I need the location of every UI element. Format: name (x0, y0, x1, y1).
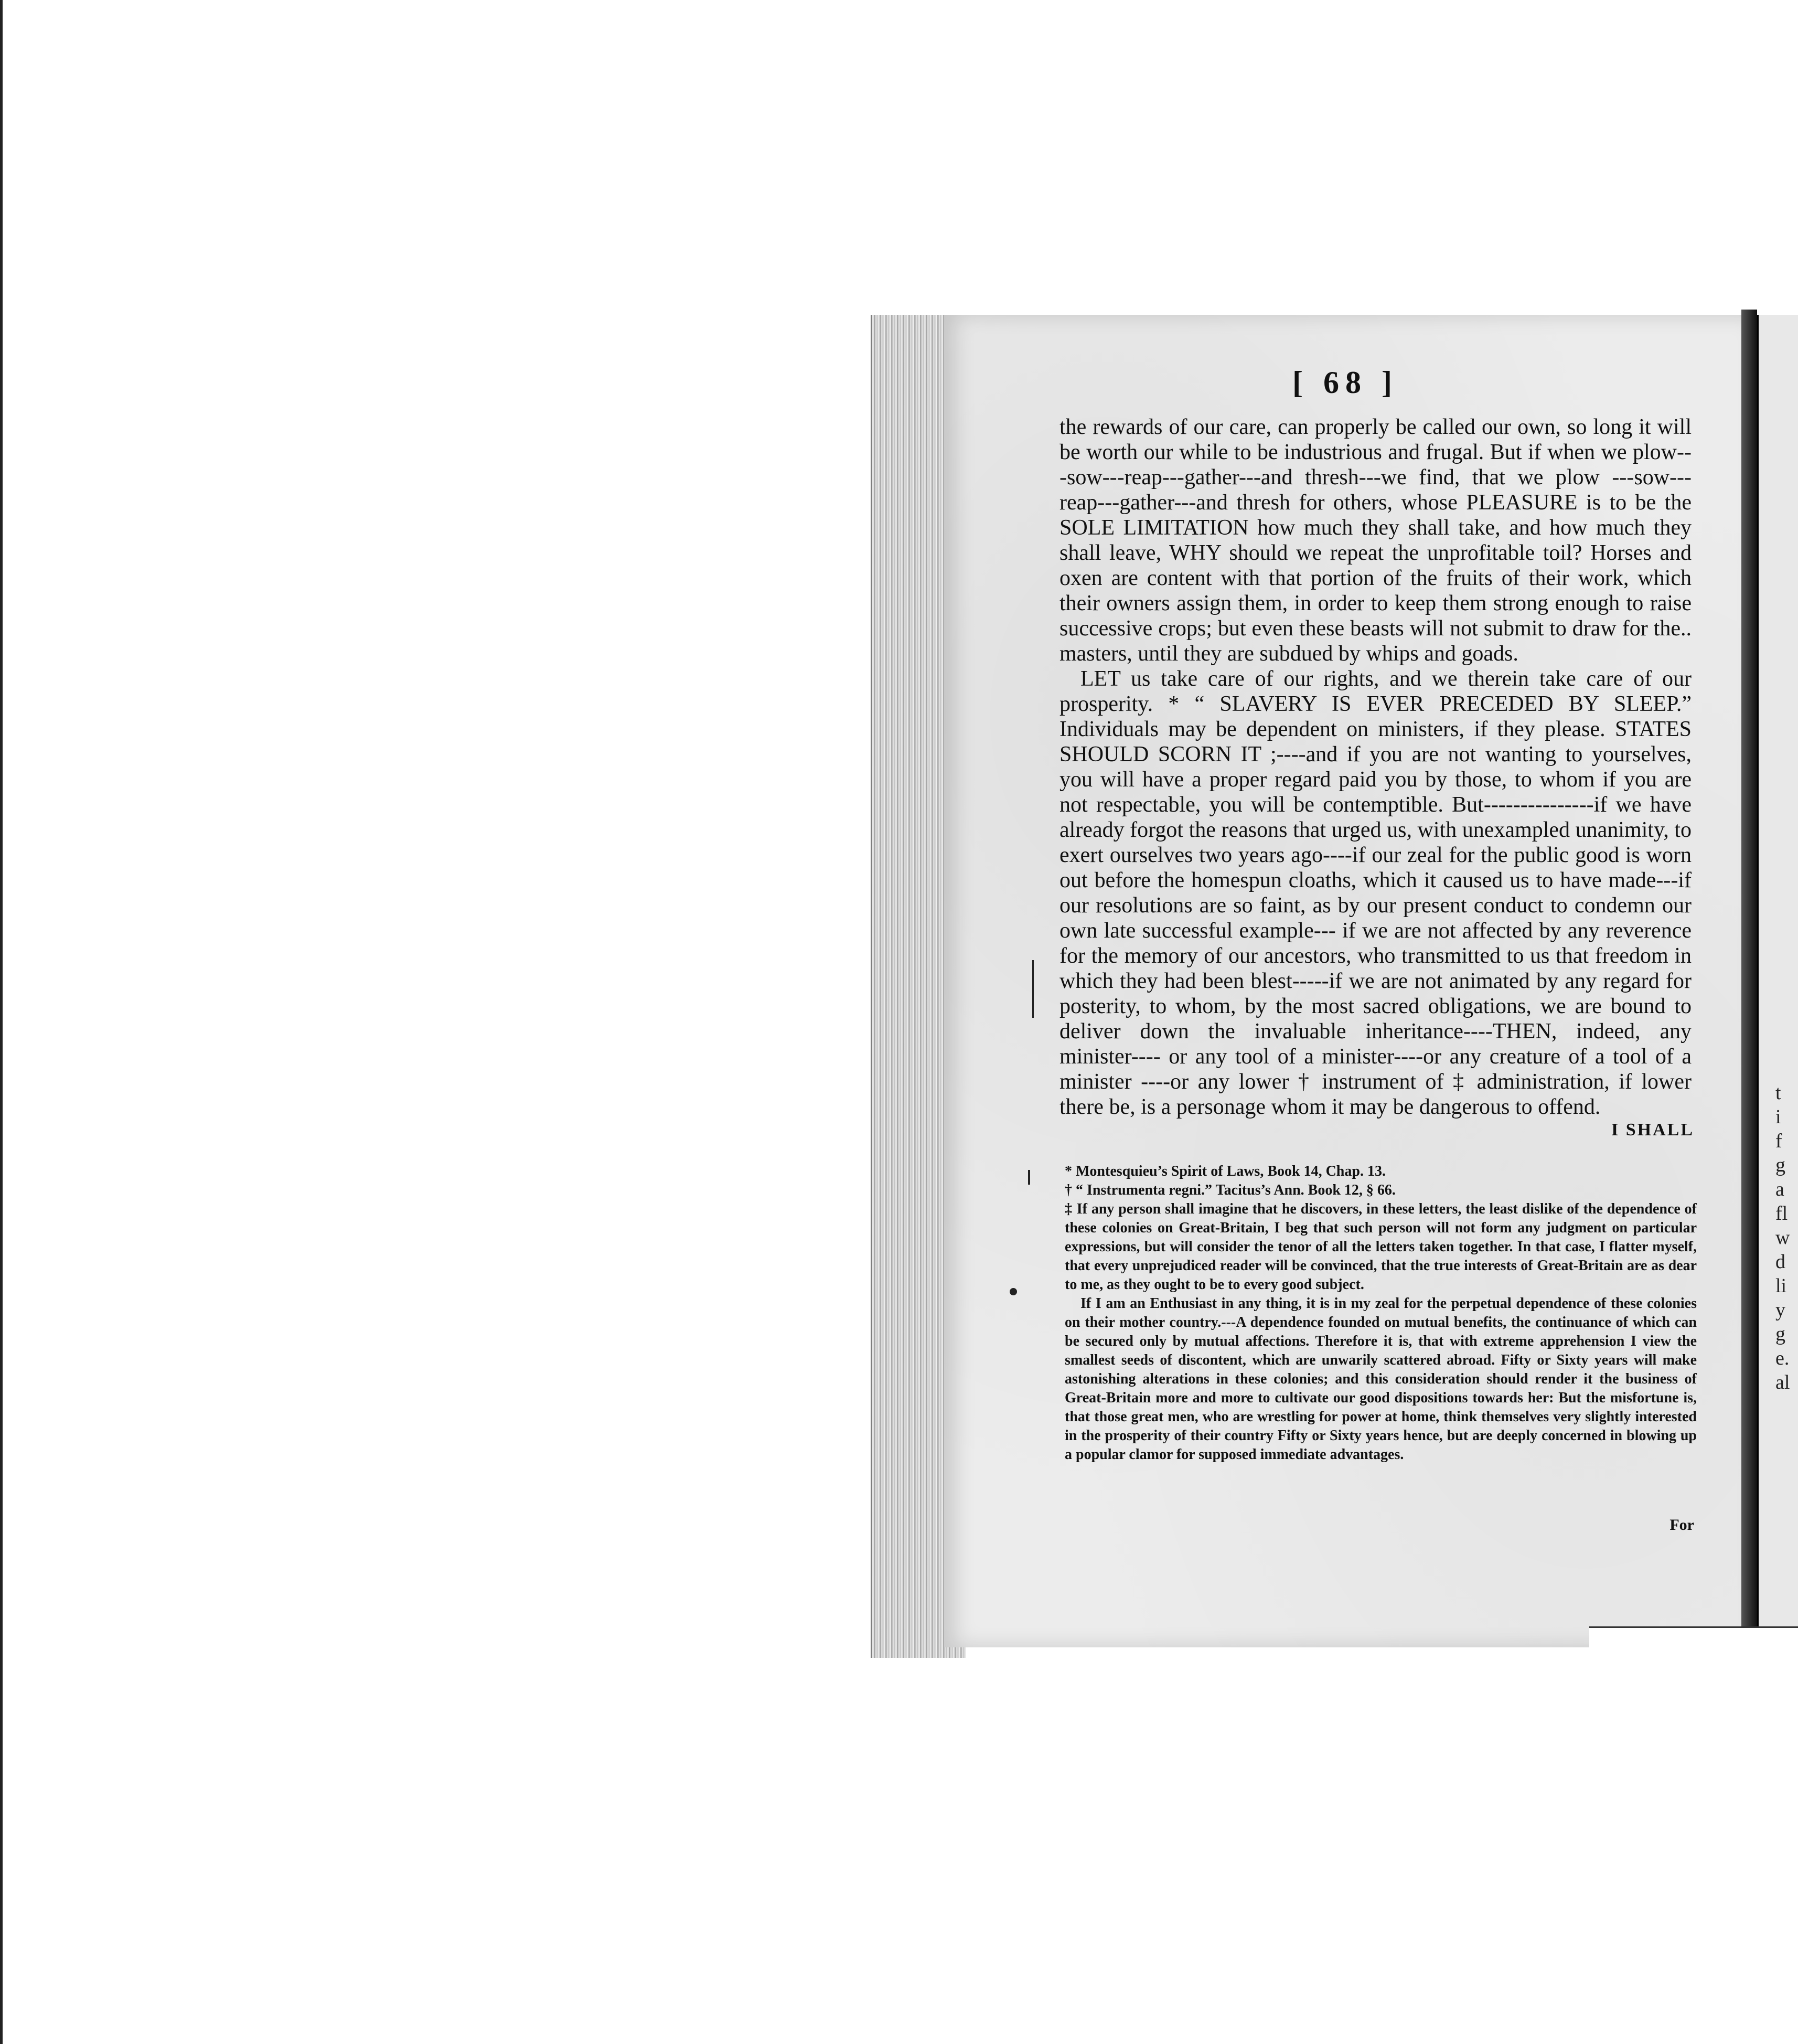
facing-fragment: li (1775, 1275, 1787, 1297)
footnote: ‡ If any person shall imagine that he discovers, in these letters, the least dislike of the dependence of these colonies on Great-Britain, I beg that such person will not form any judgment on particular expressions, but will consider the tenor of all the letters taken together. In that case, I flatter myself, that every unprejudiced reader will be convinced, that the true interests of Great-Britain are as dear to me, as they ought to be to every good subject. (1065, 1201, 1697, 1293)
body-paragraph: LET us take care of our rights, and we therein take care of our prosperity. * “ SLAVERY IS EVER PRECEDED BY SLEEP.” Individuals may be dependent on ministers, if they please. STATES SHOULD SCORN IT ;----and if you are not wanting to yourselves, you will have a proper regard paid you by those, to whom if you are not respectable, you will be contemptible. But---------------if we have already forgot the reasons that urged us, with unexampled unanimity, to exert ourselves two years ago----if our zeal for the public good is worn out before the homespun cloaths, which it caused us to have made---if our resolutions are so faint, as by our present conduct to condemn our own late successful example--- if we are not affected by any reverence for the memory of our ancestors, who transmitted to us that freedom in which they had been blest-----if we are not animated by any regard for posterity, to whom, by the most sacred obligations, we are bound to deliver down the invaluable inheritance----THEN, indeed, any minister---- or any tool of a minister----or any creature of a tool of a minister ----or any lower † instrument of ‡ administration, if lower there be, is a personage whom it may be dangerous to offend. (1059, 667, 1692, 1119)
margin-mark (1028, 1170, 1030, 1185)
facing-fragment: g (1775, 1323, 1785, 1345)
margin-mark (1010, 1288, 1017, 1295)
footnote: If I am an Enthusiast in any thing, it is in my zeal for the perpetual dependence of these colonies on their mother country.---A dependence founded on mutual benefits, the continuance of which can be secured only by mutual affections. Therefore it is, that with extreme apprehension I view the smallest seeds of discontent, which are unwarily scattered abroad. Fifty or Sixty years will make astonishing alterations in these colonies; and this consideration should render it the business of Great-Britain more and more to cultivate our good dispositions towards her: But the misfortune is, that those great men, who are wrestling for power at home, think themselves very slightly interested in the prosperity of their country Fifty or Sixty years hence, but are deeply concerned in blowing up a popular clamor for supposed immediate advantages. (1065, 1295, 1697, 1463)
body-text (1059, 414, 1692, 1120)
page-bottom-edge (1589, 1626, 1798, 1659)
facing-fragment: al (1775, 1371, 1790, 1393)
facing-fragment: y (1775, 1299, 1785, 1321)
margin-mark (1032, 960, 1034, 1018)
footnote: † “ Instrumenta regni.” Tacitus’s Ann. Book 12, § 66. (1065, 1182, 1396, 1198)
book-gutter (1741, 310, 1757, 1642)
facing-page-fragments (1775, 1081, 1796, 1394)
facing-fragment: a (1775, 1178, 1784, 1200)
facing-page (1757, 315, 1798, 1626)
page-number-header: [ 68 ] (1292, 365, 1398, 400)
footnote: * Montesquieu’s Spirit of Laws, Book 14, Chap. 13. (1065, 1163, 1386, 1179)
facing-fragment: d (1775, 1251, 1785, 1273)
footnote-catchword: For (1669, 1516, 1694, 1534)
facing-fragment: t (1775, 1082, 1781, 1104)
facing-fragment: e. (1775, 1347, 1790, 1369)
facing-fragment: f (1775, 1130, 1782, 1152)
facing-fragment: w (1775, 1227, 1790, 1249)
facing-fragment: fl (1775, 1202, 1788, 1225)
catchword: I SHALL (1611, 1120, 1694, 1140)
footnotes (1065, 1162, 1697, 1464)
facing-fragment: g (1775, 1154, 1785, 1176)
facing-fragment: i (1775, 1106, 1781, 1128)
scan-border-left (0, 0, 3, 2044)
body-paragraph: the rewards of our care, can properly be called our own, so long it will be worth our while to be industrious and frugal. But if when we plow---sow---reap---gather---and thresh---we find, that we plow ---sow---reap---gather---and thresh for others, whose PLEASURE is to be the SOLE LIMITATION how much they shall take, and how much they shall leave, WHY should we repeat the unprofitable toil? Horses and oxen are content with that portion of the fruits of their work, which their owners assign them, in order to keep them strong enough to raise successive crops; but even these beasts will not submit to draw for the.. masters, until they are subdued by whips and goads. (1059, 415, 1692, 666)
